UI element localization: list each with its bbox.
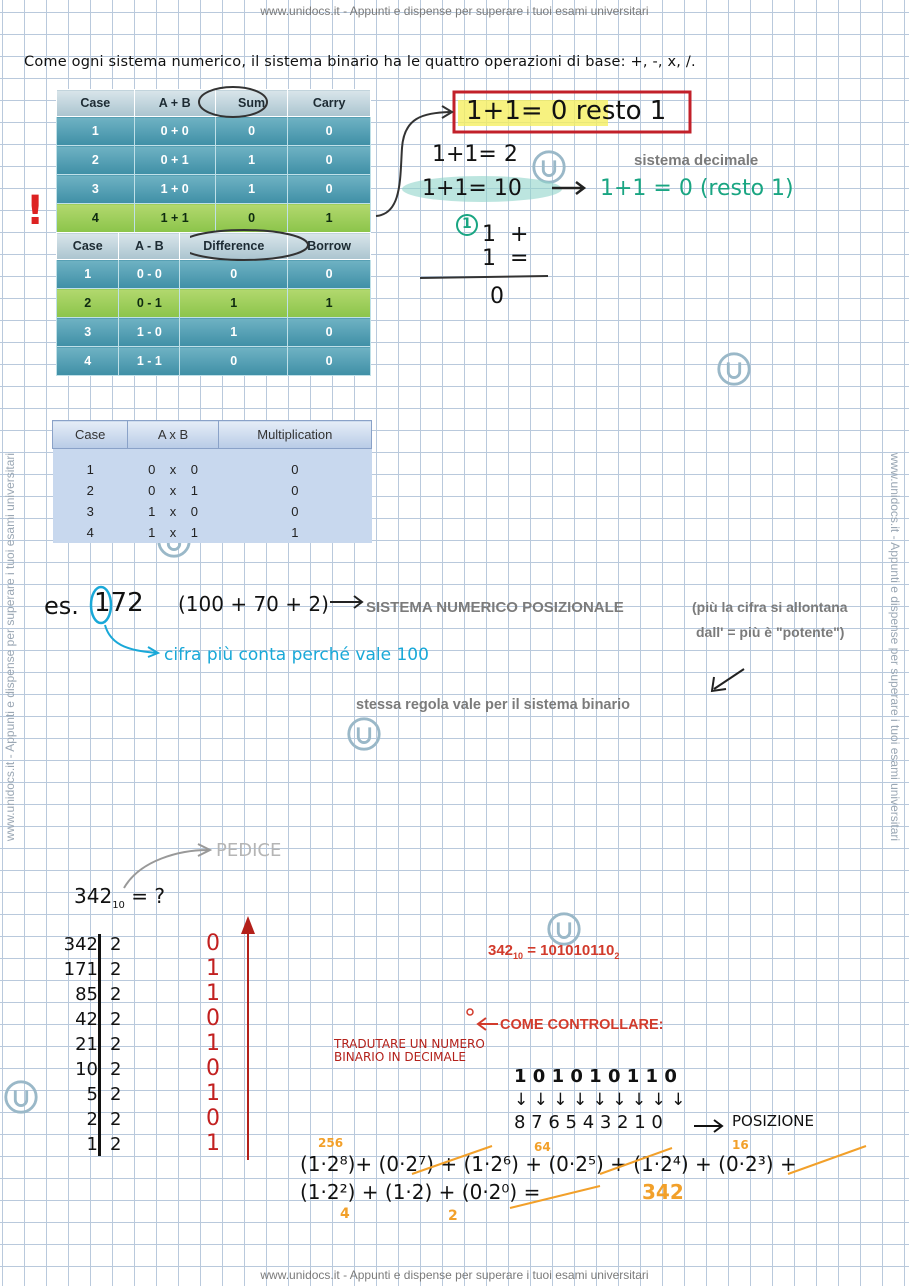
green-result: 1+1 = 0 (resto 1) (600, 176, 794, 201)
table-row (53, 501, 372, 522)
result-lhs: 342 (488, 942, 514, 959)
multiplication-table (52, 420, 372, 543)
unidocs-logo-icon (345, 715, 383, 753)
table-cell: 1 - 1 (119, 347, 180, 376)
dividend: 5 (86, 1084, 98, 1105)
divisor: 2 (110, 934, 122, 955)
note-line-2: 1+1= 10 (422, 176, 522, 201)
arrow-to-rule (712, 669, 744, 691)
positional-title: SISTEMA NUMERICO POSIZIONALE (366, 599, 624, 616)
table-cell: 1 (57, 117, 135, 146)
orange-2: 2 (448, 1208, 458, 1224)
exclamation-mark: ! (26, 188, 45, 234)
table-cell: 1 (288, 204, 371, 233)
diff-th-borrow: Borrow (288, 233, 371, 260)
check-arrow-icon (462, 1006, 502, 1036)
divisor: 2 (110, 1059, 122, 1080)
positional-explanation-2: dall' = più è "potente") (696, 624, 845, 640)
table-cell: 1 (180, 318, 288, 347)
remainder-bit: 1 (206, 981, 220, 1006)
result-rhs: = 101010110 (523, 942, 615, 959)
table-cell: 1 + 1 (134, 204, 215, 233)
check-title: COME CONTROLLARE: (500, 1017, 664, 1033)
table-cell: 0 (288, 175, 371, 204)
question-subscript: 10 (112, 900, 125, 911)
position-label: POSIZIONE (732, 1112, 815, 1130)
table-cell: 0 (218, 501, 371, 522)
blue-note: cifra più conta perché vale 100 (164, 645, 429, 665)
table-cell: 0 (218, 480, 371, 501)
read-up-arrow-icon (238, 912, 258, 1162)
remainder-bit: 1 (206, 956, 220, 981)
table-cell: 1 (288, 289, 371, 318)
table-cell: 0 (288, 146, 371, 175)
dividend: 342 (63, 934, 98, 955)
table-cell: 1 (180, 289, 288, 318)
remainder-bit: 1 (206, 1131, 220, 1156)
dividend: 85 (75, 984, 98, 1005)
note-line-1: 1+1= 2 (432, 142, 518, 167)
sum-th-sum: Sum (215, 90, 288, 117)
decimal-label: sistema decimale (634, 152, 759, 169)
example-expansion: (100 + 70 + 2) (178, 592, 329, 616)
result-lhs-subscript: 10 (513, 951, 524, 961)
table-row (53, 480, 372, 501)
table-cell: 0 (215, 117, 288, 146)
remainder-bit: 0 (206, 1056, 220, 1081)
blue-arrow (105, 625, 158, 657)
dividend: 21 (75, 1034, 98, 1055)
orange-64: 64 (534, 1140, 551, 1154)
sum-th-carry: Carry (288, 90, 371, 117)
remainder-bit: 1 (206, 1081, 220, 1106)
divisor: 2 (110, 959, 122, 980)
arrow-to-title (330, 596, 362, 608)
side-watermark-right: www.unidocs.it - Appunti e dispense per superare i tuoi esami universitari (888, 452, 902, 842)
table-cell: 0 (288, 318, 371, 347)
mult-th-axb: A x B (128, 421, 218, 449)
table-row (57, 318, 371, 347)
dividend: 10 (75, 1059, 98, 1080)
sum-th-ab: A + B (134, 90, 215, 117)
expansion-line-1: (1·2⁸)+ (0·2⁷) + (1·2⁶) + (0·2⁵) + (1·2⁴) + (0·2³) + (300, 1152, 797, 1176)
table-cell: 0 + 1 (134, 146, 215, 175)
table-cell: 1 + 0 (134, 175, 215, 204)
positional-explanation-1: (più la cifra si allontana (692, 599, 848, 615)
table-cell: 3 (53, 501, 128, 522)
table-cell: 0 + 0 (134, 117, 215, 146)
divisor: 2 (110, 1034, 122, 1055)
rule-note: stessa regola vale per il sistema binario (356, 697, 631, 713)
unidocs-logo-icon (715, 350, 753, 388)
table-cell: 4 (53, 522, 128, 543)
remainder-bit: 1 (206, 1031, 220, 1056)
table-cell: 3 (57, 175, 135, 204)
diff-th-ab: A - B (119, 233, 180, 260)
dividend: 2 (86, 1109, 98, 1130)
sum-underline (420, 276, 548, 278)
result-rhs-subscript: 2 (614, 951, 620, 961)
digit-arrows: ↓ ↓ ↓ ↓ ↓ ↓ ↓ ↓ ↓ (514, 1090, 686, 1110)
table-cell: 1 (215, 146, 288, 175)
table-cell: 1 (218, 522, 371, 543)
position-arrow-icon (692, 1116, 732, 1136)
table-cell: 4 (57, 204, 135, 233)
position-numbers: 8 7 6 5 4 3 2 1 0 (514, 1112, 663, 1133)
remainder-bit: 0 (206, 1006, 220, 1031)
remainder-bit: 0 (206, 931, 220, 956)
table-cell: 1 (57, 260, 119, 289)
translate-note: TRADUTARE UN NUMERO BINARIO IN DECIMALE (334, 1037, 485, 1064)
orange-4: 4 (340, 1206, 350, 1222)
table-cell: 1 - 0 (119, 318, 180, 347)
carry-mark: 1 (462, 216, 472, 232)
table-row (53, 522, 372, 543)
table-cell: 0 - 1 (119, 289, 180, 318)
diff-th-case: Case (57, 233, 119, 260)
question-tail: = ? (124, 884, 166, 908)
table-cell: 0 x 1 (128, 480, 218, 501)
table-cell: 0 x 0 (128, 459, 218, 480)
table-cell: 1 (215, 175, 288, 204)
table-cell: 2 (57, 146, 135, 175)
division-bar (98, 934, 101, 1156)
sum-circle (199, 87, 267, 117)
column-mid: 1 = (482, 246, 529, 271)
table-cell: 2 (57, 289, 119, 318)
table-cell: 0 (288, 347, 371, 376)
divisor: 2 (110, 1109, 122, 1130)
difference-circle (190, 230, 308, 260)
unidocs-logo-icon (2, 1078, 40, 1116)
expansion-total: 342 (642, 1180, 684, 1204)
dividend: 42 (75, 1009, 98, 1030)
orange-16: 16 (732, 1138, 749, 1152)
diff-th-difference: Difference (180, 233, 288, 260)
table-cell: 1 x 1 (128, 522, 218, 543)
column-top: 1 + (482, 222, 529, 247)
expansion-line-2: (1·2²) + (1·2) + (0·2⁰) = (300, 1180, 541, 1204)
conversion-result (488, 942, 619, 961)
table-cell: 0 (180, 347, 288, 376)
binary-digits: 1 0 1 0 1 0 1 1 0 (514, 1066, 677, 1087)
intro-text: Come ogni sistema numerico, il sistema binario ha le quattro operazioni di base: +, -, x, /. (24, 54, 696, 70)
table-cell: 3 (57, 318, 119, 347)
table-cell: 0 (288, 260, 371, 289)
column-result: 0 (490, 284, 504, 309)
example-number: 172 (94, 588, 144, 618)
table-row (57, 347, 371, 376)
table-row (53, 459, 372, 480)
remainder-bit: 0 (206, 1106, 220, 1131)
table-cell: 0 (215, 204, 288, 233)
mult-th-case: Case (53, 421, 128, 449)
orange-256: 256 (318, 1136, 344, 1150)
table-cell: 2 (53, 480, 128, 501)
table-spacer (53, 449, 372, 460)
example-prefix: es. (44, 592, 79, 620)
divisor: 2 (110, 984, 122, 1005)
sum-th-case: Case (57, 90, 135, 117)
table-cell: 0 (288, 117, 371, 146)
conversion-question (74, 884, 165, 911)
question-number: 342 (74, 884, 113, 908)
dividend: 171 (63, 959, 98, 980)
footer-watermark: www.unidocs.it - Appunti e dispense per superare i tuoi esami universitari (260, 1268, 649, 1282)
mult-th-multiplication: Multiplication (218, 421, 371, 449)
table-row-highlighted (57, 289, 371, 318)
table-cell: 4 (57, 347, 119, 376)
divisor: 2 (110, 1084, 122, 1105)
header-watermark: www.unidocs.it - Appunti e dispense per superare i tuoi esami universitari (260, 4, 649, 18)
pedice-label: PEDICE (216, 840, 282, 861)
table-cell: 0 - 0 (119, 260, 180, 289)
boxed-note: 1+1= 0 resto 1 (466, 96, 667, 126)
dividend: 1 (86, 1134, 98, 1155)
divisor: 2 (110, 1134, 122, 1155)
divisor: 2 (110, 1009, 122, 1030)
strike-through-marks (300, 1140, 900, 1220)
table-cell: 0 (180, 260, 288, 289)
table-cell: 1 x 0 (128, 501, 218, 522)
table-cell: 1 (53, 459, 128, 480)
circle-annotations (190, 82, 380, 272)
table-cell: 0 (218, 459, 371, 480)
side-watermark-left: www.unidocs.it - Appunti e dispense per superare i tuoi esami universitari (3, 452, 17, 842)
